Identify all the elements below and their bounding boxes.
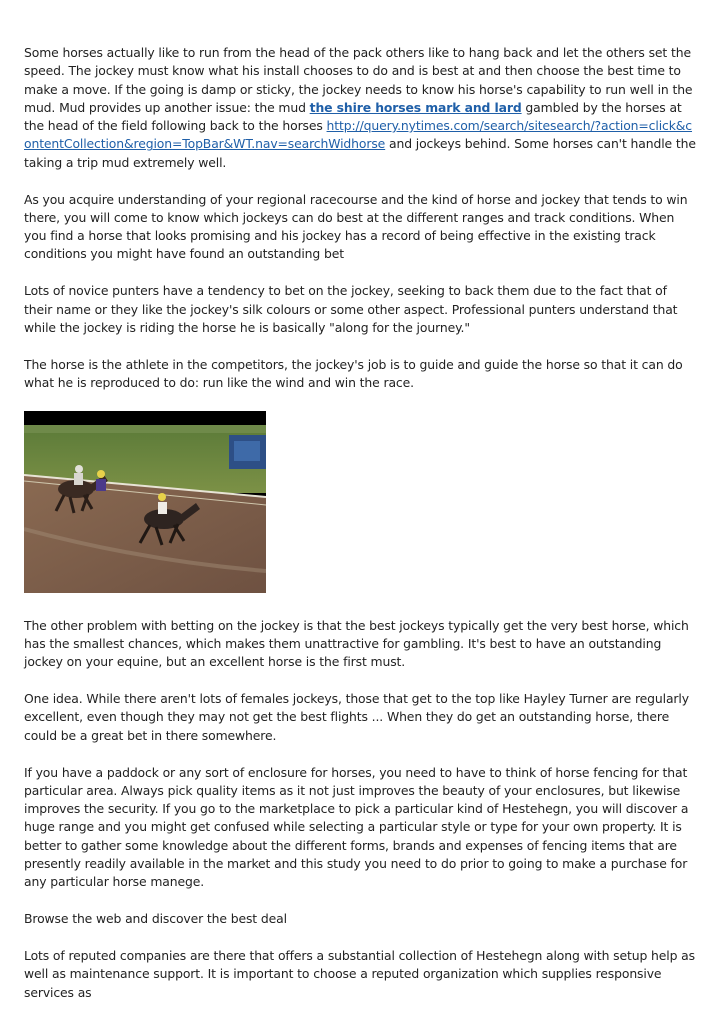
horse-race-image	[24, 411, 266, 593]
paragraph-1-text-end: and jockeys behind. Some horses can't handle the taking a trip mud extremely well.	[24, 136, 696, 170]
paragraph-8: Browse the web and discover the best deal	[24, 911, 287, 927]
article-body	[24, 44, 697, 1020]
paragraph-4: The horse is the athlete in the competitors, the jockey's job is to guide and guide the horse so that it can do what he is reproduced to do: run like the wind and win the race.	[24, 356, 683, 390]
shire-horses-link[interactable]: the shire horses mark and lard	[309, 99, 522, 115]
paragraph-1-text-middle: gambled by the horses at the head of the field following back to the horses	[24, 99, 682, 134]
nytimes-search-link[interactable]: http://query.nytimes.com/search/sitesearch/?action=click&contentCollection&region=TopBar&WT.nav=searchWidhorse	[24, 118, 693, 152]
paragraph-7: If you have a paddock or any sort of enclosure for horses, you need to have to think of horse fencing for that particular area. Always pick quality items as it not just improves the beauty of your enclosures, but likewise improves the security. If you go to the marketplace to pick a particular kind of Hestehegn, you will discover a huge range and you might get confused while selecting a particular style or type for your own property. It is better to gather some knowledge about the different forms, brands and expenses of fencing items that are presently readily available in the market and this study you need to do prior to going to make a purchase for any particular horse manege.	[24, 764, 689, 890]
paragraph-9: Lots of reputed companies are there that offers a substantial collection of Hestehegn along with setup help as well as maintenance support. It is important to choose a reputed organization which supplies responsive services as	[24, 947, 695, 1000]
paragraph-1-text-start: Some horses actually like to run from the head of the pack others like to hang back and let the others set the speed. The jockey must know what his install chooses to do and is best at and then choose the best time to make a move. If the going is damp or sticky, the jockey needs to know his horse's capability to run well in the mud. Mud provides up another issue: the mud	[24, 45, 693, 115]
paragraph-6: One idea. While there aren't lots of females jockeys, those that get to the top like Hayley Turner are regularly excellent, even though they may not get the best flights ... When they do get an outstanding horse, there could be a great bet in there somewhere.	[24, 691, 689, 743]
paragraph-2: As you acquire understanding of your regional racecourse and the kind of horse and jockey that tends to win there, you will come to know which jockeys can do best at the different ranges and track conditions. When you find a horse that looks promising and his jockey has a record of being effective in the existing track conditions you might have found an outstanding bet	[24, 191, 688, 262]
paragraph-5: The other problem with betting on the jockey is that the best jockeys typically get the very best horse, which has the smallest chances, which makes them unattractive for gambling. It's best to have an outstanding jockey on your equine, but an excellent horse is the first must.	[24, 617, 689, 670]
paragraph-3: Lots of novice punters have a tendency to bet on the jockey, seeking to back them due to the fact that of their name or they like the jockey's silk colours or some other aspect. Professional punters understand that while the jockey is riding the horse he is basically "along for the journey."	[24, 283, 678, 335]
paragraph-1	[24, 44, 697, 172]
horse-race-illustration	[24, 411, 266, 593]
